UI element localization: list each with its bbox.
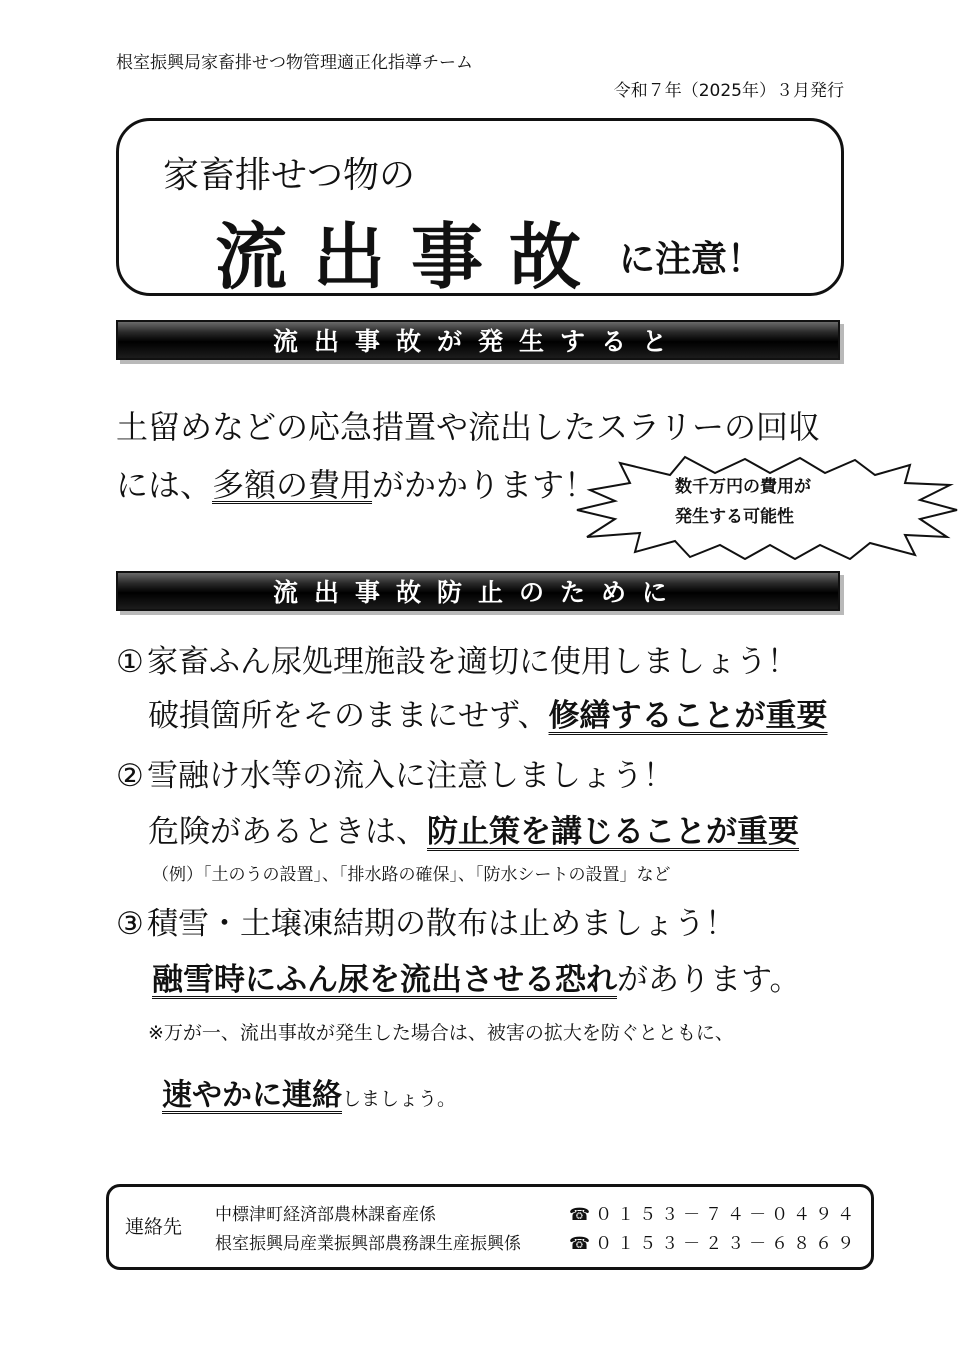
item2-example: （例）「土のうの設置」、「排水路の確保」、「防水シートの設置」など (152, 865, 671, 885)
item2-sub-pre: 危険があるときは、 (148, 814, 427, 850)
section-heading-consequence: 流出事故が発生すると (116, 320, 840, 360)
title-main: 流出事故 (215, 215, 608, 299)
item1-sub (148, 690, 828, 735)
item2-title (116, 750, 674, 795)
contact-tel-2: ☎０１５３－２３－６８６９ (569, 1234, 860, 1254)
item2-emphasis: 防止策を講じることが重要 (427, 814, 799, 850)
title-line1: 家畜排せつ物の (163, 155, 416, 196)
consequence-line1: 土留めなどの応急措置や流出したスラリーの回収 (116, 408, 821, 446)
title-box (116, 118, 844, 299)
item1-emphasis: 修繕することが重要 (548, 698, 828, 734)
contact-org-2: 根室振興局産業振興部農務課生産振興係 (215, 1234, 521, 1254)
item2-text: 雪融け水等の流入に注意しましょう！ (147, 758, 674, 794)
burst-line2: 発生する可能性 (675, 507, 794, 527)
title-tail: に注意！ (619, 239, 764, 280)
section-heading-prevention: 流出事故防止のために (116, 571, 840, 611)
item3-sub (152, 954, 801, 999)
burst-text (675, 472, 811, 532)
note-emphasis: 速やかに連絡 (162, 1078, 342, 1113)
issue-date: 令和７年（2025年）３月発行 (613, 81, 844, 101)
item2-number: ② (116, 758, 144, 794)
issuer-line: 根室振興局家畜排せつ物管理適正化指導チーム (116, 53, 473, 73)
item1-text: 家畜ふん尿処理施設を適切に使用しましょう！ (147, 644, 798, 680)
consequence-line2-pre: には、 (116, 466, 213, 504)
contact-org-1: 中標津町経済部農林課畜産係 (215, 1205, 436, 1225)
item3-text: 積雪・土壌凍結期の散布は止めましょう！ (147, 906, 736, 942)
consequence-line2-post: がかかります！ (372, 466, 597, 504)
item3-title (116, 898, 736, 943)
note-action (162, 1070, 456, 1114)
contact-tel-1: ☎０１５３－７４－０４９４ (569, 1205, 860, 1225)
item1-number: ① (116, 644, 144, 680)
item3-emphasis: 融雪時にふん尿を流出させる恐れ (152, 962, 617, 998)
burst-line1: 数千万円の費用が (675, 477, 811, 497)
item1-title (116, 636, 798, 681)
item1-sub-pre: 破損箇所をそのままにせず、 (148, 698, 549, 734)
contact-label: 連絡先 (125, 1216, 183, 1238)
cost-emphasis: 多額の費用 (212, 466, 373, 504)
note-line: ※万が一、流出事故が発生した場合は、被害の拡大を防ぐとともに、 (148, 1022, 734, 1044)
item3-number: ③ (116, 906, 144, 942)
item3-sub-post: があります。 (617, 962, 801, 998)
contact-box (106, 1184, 874, 1270)
item2-sub (148, 806, 799, 851)
note-post: しましょう。 (342, 1088, 457, 1110)
